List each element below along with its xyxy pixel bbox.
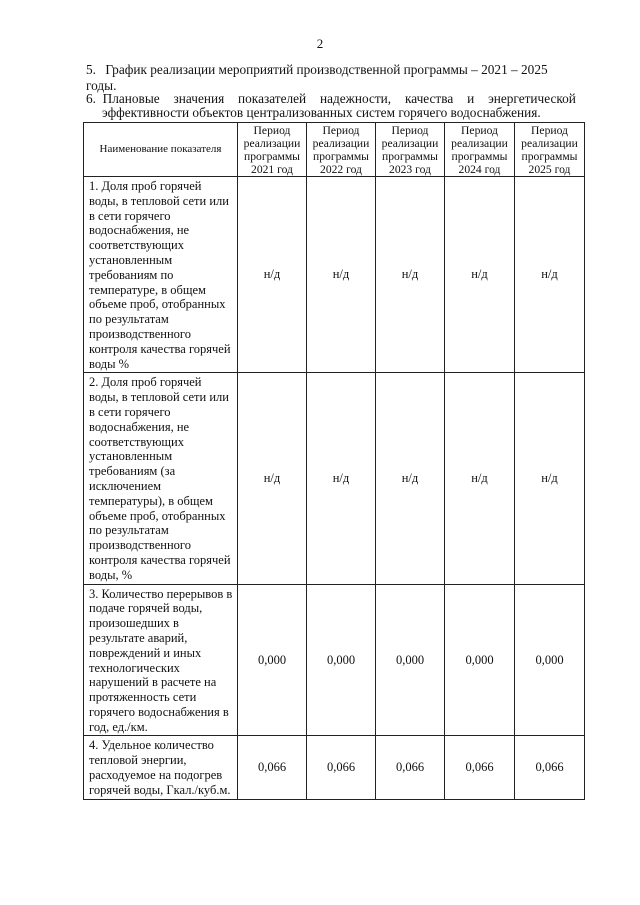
row-value-2023: 0,066 xyxy=(376,736,445,799)
row-value-2025: 0,000 xyxy=(515,584,585,736)
row-value-2024: н/д xyxy=(445,177,515,373)
section-6-heading xyxy=(86,92,576,120)
row-value-2022: н/д xyxy=(307,373,376,584)
table-row xyxy=(84,584,585,736)
section-6-word: надежности, xyxy=(320,91,392,106)
indicators-table xyxy=(83,122,585,800)
row-value-2022: н/д xyxy=(307,177,376,373)
section-5-heading xyxy=(86,62,576,94)
row-indicator-name: 4. Удельное количество тепловой энергии, расходуемое на подогрев горячей воды, Гкал./куб.м. xyxy=(84,736,238,799)
section-6-word: энергетической xyxy=(488,91,576,106)
row-value-2021: 0,000 xyxy=(238,584,307,736)
row-value-2023: 0,000 xyxy=(376,584,445,736)
row-value-2025: 0,066 xyxy=(515,736,585,799)
header-period-2025: Период реализации программы 2025 год xyxy=(515,123,585,177)
table-row xyxy=(84,736,585,799)
row-value-2024: н/д xyxy=(445,373,515,584)
section-6-word: качества xyxy=(404,91,454,106)
section-6-word: показателей xyxy=(238,91,307,106)
table-row xyxy=(84,373,585,584)
row-value-2024: 0,066 xyxy=(445,736,515,799)
row-value-2021: н/д xyxy=(238,177,307,373)
row-value-2025: н/д xyxy=(515,373,585,584)
section-6-word: и xyxy=(467,91,475,106)
section-5-text: График реализации мероприятий производственной программы – 2021 – 2025 годы. xyxy=(86,62,548,93)
section-6-line-2: эффективности объектов централизованных систем горячего водоснабжения. xyxy=(102,105,541,120)
header-period-2022: Период реализации программы 2022 год xyxy=(307,123,376,177)
section-6-number: 6. Плановые xyxy=(86,91,160,106)
row-value-2021: н/д xyxy=(238,373,307,584)
header-period-2024: Период реализации программы 2024 год xyxy=(445,123,515,177)
row-value-2022: 0,066 xyxy=(307,736,376,799)
table-row xyxy=(84,177,585,373)
row-value-2025: н/д xyxy=(515,177,585,373)
section-6-word: значения xyxy=(173,91,225,106)
row-value-2022: 0,000 xyxy=(307,584,376,736)
row-indicator-name: 3. Количество перерывов в подаче горячей воды, произошедших в результате аварий, повреждений и иных технологических нарушений в расчете на протяженность сети горячего водоснабжения в год, ед./км. xyxy=(84,584,238,736)
header-period-2021: Период реализации программы 2021 год xyxy=(238,123,307,177)
table-header-row xyxy=(84,123,585,177)
row-indicator-name: 1. Доля проб горячей воды, в тепловой сети или в сети горячего водоснабжения, не соответствующих установленным требованиям по температуре, в общем объеме проб, отобранных по результатам производственного контроля качества горячей воды % xyxy=(84,177,238,373)
header-period-2023: Период реализации программы 2023 год xyxy=(376,123,445,177)
row-value-2024: 0,000 xyxy=(445,584,515,736)
row-indicator-name: 2. Доля проб горячей воды, в тепловой сети или в сети горячего водоснабжения, не соответствующих установленным требованиям (за исключением температуры), в общем объеме проб, отобранных по результатам производственного контроля качества горячей воды, % xyxy=(84,373,238,584)
header-indicator-name: Наименование показателя xyxy=(84,123,238,177)
section-6-line-1 xyxy=(86,92,576,106)
row-value-2023: н/д xyxy=(376,177,445,373)
row-value-2021: 0,066 xyxy=(238,736,307,799)
section-5-number: 5. xyxy=(86,62,96,77)
page-number: 2 xyxy=(316,36,324,51)
row-value-2023: н/д xyxy=(376,373,445,584)
